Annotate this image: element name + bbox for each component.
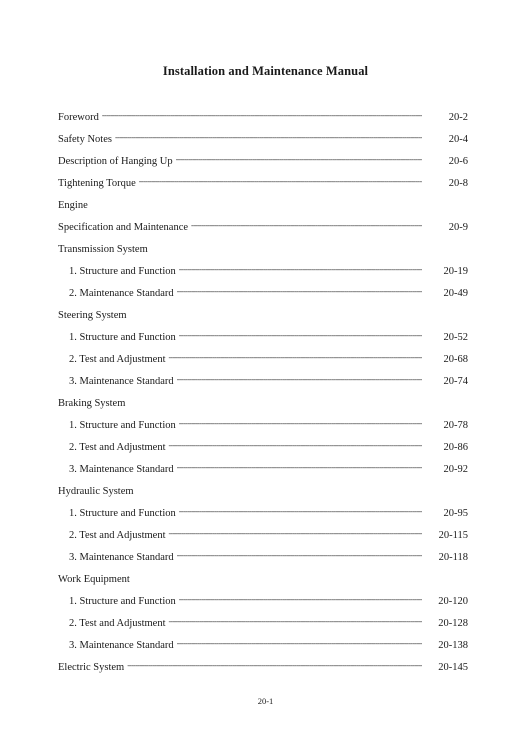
toc-entry-page: 20-95 bbox=[443, 507, 468, 519]
toc-entry-page: 20-6 bbox=[448, 155, 468, 167]
dash-leader bbox=[168, 442, 422, 450]
toc-section-heading bbox=[58, 568, 468, 590]
toc-entry bbox=[58, 216, 468, 238]
toc-entry-label: 1. Structure and Function bbox=[69, 331, 176, 343]
toc-entry-page: 20-68 bbox=[443, 353, 468, 365]
toc-entry bbox=[58, 172, 468, 194]
toc-entry-page: 20-4 bbox=[448, 133, 468, 145]
toc-entry bbox=[58, 414, 468, 436]
toc-entry-label: 1. Structure and Function bbox=[69, 419, 176, 431]
toc-entry-label: 2. Maintenance Standard bbox=[69, 287, 174, 299]
dash-leader bbox=[191, 222, 422, 230]
toc-entry-page: 20-92 bbox=[443, 463, 468, 475]
toc-entry-label: Engine bbox=[58, 199, 88, 211]
toc-entry bbox=[58, 348, 468, 370]
toc-section-heading bbox=[58, 480, 468, 502]
toc-entry bbox=[58, 282, 468, 304]
toc-entry bbox=[58, 524, 468, 546]
toc-entry-page: 20-19 bbox=[443, 265, 468, 277]
toc-entry bbox=[58, 634, 468, 656]
toc-entry-page: 20-120 bbox=[438, 595, 468, 607]
toc-entry-page: 20-115 bbox=[438, 529, 468, 541]
toc-entry-page: 20-2 bbox=[448, 111, 468, 123]
toc-entry-label: 1. Structure and Function bbox=[69, 265, 176, 277]
toc-entry-page: 20-78 bbox=[443, 419, 468, 431]
toc-entry bbox=[58, 106, 468, 128]
dash-leader bbox=[177, 464, 422, 472]
toc-entry bbox=[58, 590, 468, 612]
dash-leader bbox=[179, 266, 422, 274]
dash-leader bbox=[168, 618, 422, 626]
dash-leader bbox=[176, 156, 422, 164]
page-number: 20-1 bbox=[257, 696, 274, 706]
toc-entry-label: Hydraulic System bbox=[58, 485, 134, 497]
toc-entry-label: Specification and Maintenance bbox=[58, 221, 189, 233]
dash-leader bbox=[179, 596, 422, 604]
dash-leader bbox=[177, 376, 422, 384]
toc-entry-label: 1. Structure and Function bbox=[69, 595, 176, 607]
toc-entry bbox=[58, 150, 468, 172]
dash-leader bbox=[179, 420, 422, 428]
toc-entry-label: 2. Test and Adjustment bbox=[69, 353, 166, 365]
toc-entry bbox=[58, 458, 468, 480]
dash-leader bbox=[177, 552, 422, 560]
toc-section-heading bbox=[58, 392, 468, 414]
toc-entry-label: Transmission System bbox=[58, 243, 148, 255]
dash-leader bbox=[168, 530, 422, 538]
toc-entry-label: Tightening Torque bbox=[58, 177, 136, 189]
toc-entry-page: 20-128 bbox=[438, 617, 468, 629]
toc-entry bbox=[58, 326, 468, 348]
toc-entry-label: Braking System bbox=[58, 397, 126, 409]
toc-entry-page: 20-86 bbox=[443, 441, 468, 453]
toc-entry-label: 3. Maintenance Standard bbox=[69, 551, 174, 563]
toc-entry-page: 20-74 bbox=[443, 375, 468, 387]
toc-entry-page: 20-145 bbox=[438, 661, 468, 673]
toc-entry-page: 20-49 bbox=[443, 287, 468, 299]
toc-entry bbox=[58, 612, 468, 634]
toc-section-heading bbox=[58, 194, 468, 216]
toc-entry-label: Foreword bbox=[58, 111, 99, 123]
table-of-contents bbox=[58, 106, 468, 678]
toc-entry-label: Safety Notes bbox=[58, 133, 112, 145]
toc-entry-label: Work Equipment bbox=[58, 573, 130, 585]
toc-section-heading bbox=[58, 238, 468, 260]
dash-leader bbox=[102, 112, 422, 120]
toc-entry-label: 3. Maintenance Standard bbox=[69, 375, 174, 387]
toc-entry bbox=[58, 656, 468, 678]
toc-entry-label: 2. Test and Adjustment bbox=[69, 441, 166, 453]
toc-entry-page: 20-8 bbox=[448, 177, 468, 189]
toc-entry-label: 1. Structure and Function bbox=[69, 507, 176, 519]
toc-entry-page: 20-9 bbox=[448, 221, 468, 233]
toc-entry bbox=[58, 260, 468, 282]
toc-entry-page: 20-52 bbox=[443, 331, 468, 343]
toc-entry-label: 2. Test and Adjustment bbox=[69, 529, 166, 541]
dash-leader bbox=[177, 640, 422, 648]
toc-entry-label: Description of Hanging Up bbox=[58, 155, 173, 167]
dash-leader bbox=[179, 332, 422, 340]
toc-entry-page: 20-118 bbox=[438, 551, 468, 563]
dash-leader bbox=[115, 134, 422, 142]
dash-leader bbox=[168, 354, 422, 362]
toc-entry bbox=[58, 546, 468, 568]
toc-entry bbox=[58, 436, 468, 458]
toc-entry-page: 20-138 bbox=[438, 639, 468, 651]
toc-entry-label: 2. Test and Adjustment bbox=[69, 617, 166, 629]
dash-leader bbox=[127, 662, 422, 670]
dash-leader bbox=[139, 178, 422, 186]
page-title: Installation and Maintenance Manual bbox=[162, 64, 369, 78]
toc-section-heading bbox=[58, 304, 468, 326]
toc-entry-label: Electric System bbox=[58, 661, 125, 673]
toc-entry-label: 3. Maintenance Standard bbox=[69, 463, 174, 475]
toc-entry bbox=[58, 128, 468, 150]
dash-leader bbox=[179, 508, 422, 516]
toc-entry-label: 3. Maintenance Standard bbox=[69, 639, 174, 651]
dash-leader bbox=[177, 288, 422, 296]
toc-entry bbox=[58, 370, 468, 392]
toc-entry-label: Steering System bbox=[58, 309, 127, 321]
toc-entry bbox=[58, 502, 468, 524]
